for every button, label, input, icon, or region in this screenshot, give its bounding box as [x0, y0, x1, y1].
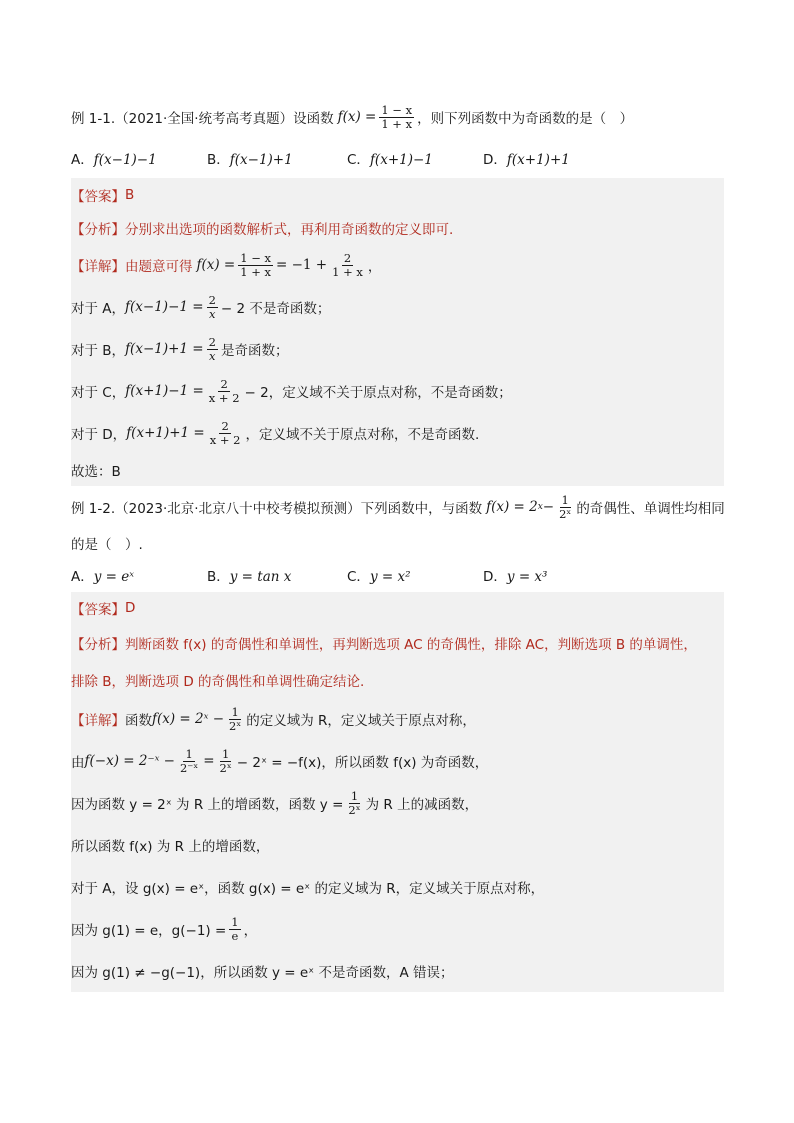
q1-solution-block [71, 178, 724, 486]
q1-line-d [71, 412, 724, 454]
q2-stem-line2 [71, 528, 724, 558]
q2-detail-line1 [71, 698, 724, 740]
q2-analysis-line1 [71, 624, 724, 662]
q1-line-a-expr: f(x−1)−1 = [125, 299, 204, 315]
q1-line-c [71, 370, 724, 412]
q1-stem [71, 96, 724, 138]
q1-analysis-line [71, 211, 724, 244]
q1-line-c-pre: 对于 C， [71, 385, 126, 401]
q1-option-b[interactable]: B．f(x−1)+1 [207, 152, 293, 168]
q2-stem-line2-text: 的是（ ）. [71, 537, 143, 553]
q1-detail-frac2: $\frac{2}{1 + x}$ [332, 250, 363, 279]
q1-final: 故选：B [71, 464, 121, 480]
q2-d2-pre: 由 [71, 755, 85, 771]
q2-stem-post: 的奇偶性、单调性均相同 [576, 501, 725, 517]
q2-analysis-tag: 【分析】 [71, 637, 125, 653]
q2-analysis-line2 [71, 662, 724, 698]
q2-answer-value: D [125, 600, 136, 616]
q2-func-lhs: f(x) = 2 [486, 499, 538, 515]
q2-d2-expr: f(−x) = 2⁻ˣ − [84, 753, 175, 769]
q2-func-fraction: $\frac{1}{\text{2ˣ}}$ [559, 492, 572, 521]
q1-line-b [71, 328, 724, 370]
q2-detail-line6 [71, 908, 724, 950]
q2-d2-post: − 2ˣ = −f(x)，所以函数 f(x) 为奇函数， [236, 755, 489, 771]
q2-stem [71, 486, 724, 528]
q2-d6-pre: 因为 g(1) = e，g(−1) = [71, 923, 227, 939]
q2-detail-line4 [71, 824, 724, 866]
q1-func-den: 1 + x [381, 116, 413, 131]
q1-answer-line [71, 178, 724, 211]
worksheet-page [71, 96, 724, 992]
q2-solution-block [71, 592, 724, 992]
q1-line-a [71, 286, 724, 328]
q2-analysis-text-1: 判断函数 f(x) 的奇偶性和单调性，再判断选项 AC 的奇偶性，排除 AC，判断选项 B 的单调性， [125, 637, 697, 653]
q1-options [71, 138, 724, 178]
q1-option-c[interactable]: C．f(x+1)−1 [347, 152, 433, 168]
q2-d6-frac: $\frac{1}{e}$ [231, 914, 239, 943]
q2-detail-line5 [71, 866, 724, 908]
q1-line-a-frac: $\frac{2}{x}$ [208, 292, 216, 321]
q1-detail-tag: 【详解】 [71, 259, 125, 275]
q1-func-lhs: f(x) = [337, 109, 377, 125]
q1-detail-end: ， [367, 259, 382, 275]
q1-line-d-expr: f(x+1)+1 = [126, 425, 205, 441]
q2-d1-post: 的定义域为 R，定义域关于原点对称， [246, 713, 476, 729]
q2-answer-tag: 【答案】 [71, 602, 125, 618]
q1-line-d-frac: $\frac{2}{x + 2}$ [209, 418, 241, 447]
q1-line-b-expr: f(x−1)+1 = [125, 341, 204, 357]
q2-option-c[interactable]: C．y = x² [347, 569, 411, 585]
q1-line-c-post: − 2，定义域不关于原点对称，不是奇函数； [244, 385, 512, 401]
q1-final-line [71, 454, 724, 486]
q1-stem-post: ，则下列函数中为奇函数的是（ ） [417, 111, 634, 127]
q2-d4: 所以函数 f(x) 为 R 上的增函数， [71, 839, 270, 855]
q2-d7: 因为 g(1) ≠ −g(−1)，所以函数 y = eˣ 不是奇函数，A 错误； [71, 965, 454, 981]
q2-d2-mid: = [203, 753, 215, 769]
q1-func-num: 1 − x [381, 102, 413, 117]
q1-line-d-pre: 对于 D， [71, 427, 127, 443]
q2-option-b[interactable]: B．y = tan x [207, 569, 292, 585]
q1-line-a-pre: 对于 A， [71, 301, 126, 317]
q2-func-sup: x [537, 502, 543, 512]
q2-d3-frac: $\frac{1}{\text{2ˣ}}$ [348, 788, 361, 817]
q1-answer-tag: 【答案】 [71, 188, 125, 205]
q2-analysis-text-2: 排除 B，判断选项 D 的奇偶性和单调性确定结论. [71, 674, 365, 690]
q2-d3-post: 为 R 上的减函数， [365, 797, 479, 813]
q1-analysis-tag: 【分析】 [71, 221, 125, 238]
q1-detail-pre: 由题意可得 [125, 259, 193, 275]
q1-analysis-text: 分别求出选项的函数解析式，再利用奇函数的定义即可. [125, 221, 454, 238]
q2-d3-pre: 因为函数 y = 2ˣ 为 R 上的增函数，函数 y = [71, 797, 344, 813]
q1-line-c-frac: $\frac{2}{x + 2}$ [208, 376, 240, 405]
q2-d6-post: ， [243, 923, 258, 939]
q2-d1-pre: 函数 [125, 713, 152, 729]
q1-line-c-expr: f(x+1)−1 = [125, 383, 204, 399]
q2-answer-line [71, 592, 724, 624]
q2-detail-line7 [71, 950, 724, 992]
q1-answer-value: B [125, 186, 135, 203]
q1-option-d[interactable]: D．f(x+1)+1 [483, 152, 570, 168]
q1-line-a-post: − 2 不是奇函数； [220, 301, 331, 317]
q2-detail-line2 [71, 740, 724, 782]
q1-line-b-pre: 对于 B， [71, 343, 126, 359]
q2-d1-expr: f(x) = 2ˣ − [152, 711, 225, 727]
q1-line-d-post: ，定义域不关于原点对称，不是奇函数. [245, 427, 480, 443]
q1-detail-expr: f(x) = [196, 257, 236, 273]
q2-d2-frac2: $\frac{1}{\text{2ˣ}}$ [219, 746, 232, 775]
q1-line-b-post: 是奇函数； [220, 343, 289, 359]
q2-d1-frac: $\frac{1}{\text{2ˣ}}$ [229, 704, 242, 733]
q2-d5: 对于 A，设 g(x) = eˣ，函数 g(x) = eˣ 的定义域为 R，定义域关于原点对称， [71, 881, 545, 897]
q1-option-a[interactable]: A．f(x−1)−1 [71, 152, 157, 168]
q2-detail-tag: 【详解】 [71, 713, 125, 729]
q2-option-a[interactable]: A．y = eˣ [71, 569, 135, 585]
q2-options [71, 558, 724, 592]
q2-option-d[interactable]: D．y = x³ [483, 569, 548, 585]
q1-detail-line [71, 244, 724, 286]
q1-func-fraction [379, 104, 414, 131]
q2-d2-frac1: $\frac{1}{\text{2⁻ˣ}}$ [179, 746, 199, 775]
q1-detail-mid: = −1 + [276, 257, 328, 273]
q2-detail-line3 [71, 782, 724, 824]
q1-line-b-frac: $\frac{2}{x}$ [208, 334, 216, 363]
q1-stem-pre: 例 1-1.（2021·全国·统考高考真题）设函数 [71, 111, 334, 127]
q2-stem-pre: 例 1-2.（2023·北京·北京八十中校考模拟预测）下列函数中，与函数 [71, 501, 483, 517]
q1-detail-frac1: $\frac{1 - x}{1 + x}$ [240, 250, 271, 279]
q2-func-minus: − [542, 499, 555, 515]
